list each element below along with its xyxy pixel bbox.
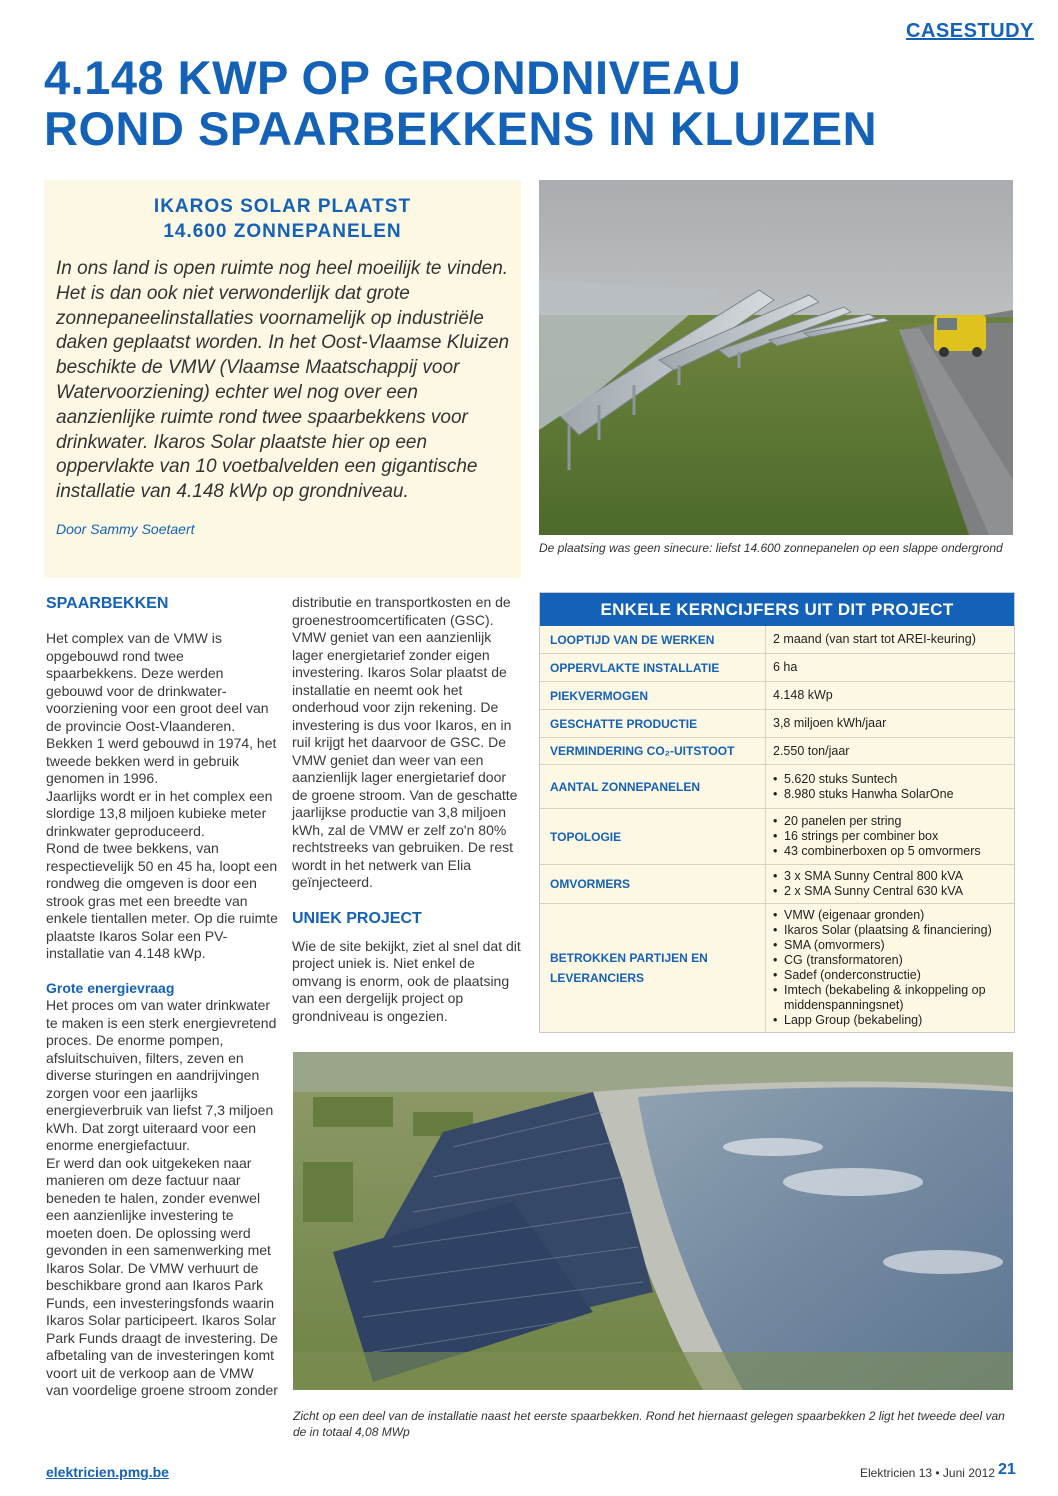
title-line-2: ROND SPAARBEKKENS IN KLUIZEN bbox=[44, 102, 878, 155]
key-figure-row bbox=[540, 737, 1014, 764]
solar-rows-illustration bbox=[539, 180, 1013, 535]
article-column-1 bbox=[46, 594, 278, 1400]
aerial-installation-photo bbox=[293, 1052, 1013, 1390]
key-figure-value bbox=[766, 809, 1014, 864]
paragraph: distributie en transportkosten en de groenestroomcertificaten (GSC). VMW geniet van een aanzienlijk lager energietarief zonder eigen investering. Ikaros Solar plaatst de installatie en neemt ook het onderhoud voor zijn rekening. De investering is dus voor Ikaros, en in ruil krijgt het daarvoor de GSC. De VMW geniet dan weer van een aanzienlijk lager energietarief door de groene stroom. Van de geschatte jaarlijkse productie van 3,8 miljoen kWh, zal de VMW er zelf zo'n 80% rechtstreeks van gebruiken. De rest wordt in het netwerk van Elia geïnjecteerd. bbox=[292, 594, 518, 890]
paragraph: Wie de site bekijkt, ziet al snel dat dit project uniek is. Niet enkel de omvang is enorm, ook de plaatsing van een dergelijk project op grondniveau is ongezien. bbox=[292, 937, 521, 1024]
key-figure-item: • 3 x SMA Sunny Central 800 kVA bbox=[773, 869, 963, 884]
key-figure-label: GESCHATTE PRODUCTIE bbox=[540, 710, 766, 737]
key-figure-row bbox=[540, 709, 1014, 737]
solar-rows-photo bbox=[539, 180, 1013, 535]
key-figure-value: 3,8 miljoen kWh/jaar bbox=[773, 716, 887, 730]
photo-caption: De plaatsing was geen sinecure: liefst 14.600 zonnepanelen op een slappe ondergrond bbox=[539, 541, 1003, 555]
key-figure-item: • 2 x SMA Sunny Central 630 kVA bbox=[773, 884, 963, 899]
key-figure-value bbox=[766, 865, 1014, 903]
key-figure-item: • 5.620 stuks Suntech bbox=[773, 772, 954, 787]
key-figure-value: 2.550 ton/jaar bbox=[773, 743, 850, 758]
key-figure-value: 6 ha bbox=[773, 660, 798, 674]
aerial-installation-illustration bbox=[293, 1052, 1013, 1390]
key-figure-label: VERMINDERING CO₂-UITSTOOT bbox=[540, 738, 766, 764]
key-figure-row bbox=[540, 864, 1014, 903]
key-figure-item: • VMW (eigenaar gronden) bbox=[773, 908, 1007, 923]
key-figure-item: • SMA (omvormers) bbox=[773, 938, 1007, 953]
subheading-grote-energievraag: Grote energievraag bbox=[46, 979, 175, 996]
key-figure-label: OPPERVLAKTE INSTALLATIE bbox=[540, 654, 766, 681]
paragraph: Het proces om van water drinkwater te maken is een sterk energievretend proces. De enorme pompen, afsluitschuiven, filters, zeven en diverse sturingen en aandrijvingen zorgen voor een jaarlijks energieverbruik van liefst 7,3 miljoen kWh. Dat zorgt uiteraard voor een enorme energiefactuur. bbox=[46, 997, 277, 1153]
key-figure-label: PIEKVERMOGEN bbox=[540, 682, 766, 709]
key-figure-item: • Ikaros Solar (plaatsing & financiering) bbox=[773, 923, 1007, 938]
key-figure-item: • 20 panelen per string bbox=[773, 814, 981, 829]
key-figure-label: BETROKKEN PARTIJEN EN LEVERANCIERS bbox=[540, 904, 766, 1032]
key-figure-label: OMVORMERS bbox=[540, 865, 766, 903]
key-figure-row bbox=[540, 764, 1014, 808]
paragraph: Er werd dan ook uitgekeken naar manieren om deze factuur naar beneden te halen, zonder evenwel een aanzienlijke investering te moeten doen. De oplossing werd gevonden in een samenwerking met Ikaros Solar. De VMW verhuurt de beschikbare grond aan Ikaros Park Funds, een investeringsfonds waarin Ikaros Solar participeert. Ikaros Solar Park Funds draagt de investering. De afbetaling van de investeringen komt voort uit de verkoop aan de VMW van voordelige groene stroom zonder bbox=[46, 1154, 278, 1398]
intro-heading-line-1: IKAROS SOLAR PLAATST bbox=[153, 196, 412, 217]
photo-caption: Zicht op een deel van de installatie naast het eerste spaarbekken. Rond het hiernaast gelegen spaarbekken 2 ligt het tweede deel van de in totaal 4,08 MWp bbox=[293, 1409, 1005, 1439]
key-figure-row bbox=[540, 808, 1014, 864]
key-figures-table bbox=[539, 592, 1015, 1033]
key-figures-title: ENKELE KERNCIJFERS UIT DIT PROJECT bbox=[540, 593, 1014, 626]
key-figure-value: 2 maand (van start tot AREI-keuring) bbox=[773, 632, 976, 646]
title-line-1: 4.148 KWP OP GRONDNIVEAU bbox=[44, 51, 742, 104]
key-figure-label: AANTAL ZONNEPANELEN bbox=[540, 765, 766, 808]
paragraph: Jaarlijks wordt er in het complex een slordige 13,8 miljoen kubieke meter drinkwater geproduceerd. bbox=[46, 787, 273, 839]
intro-box bbox=[44, 180, 521, 578]
website-link[interactable]: elektricien.pmg.be bbox=[46, 1464, 169, 1480]
key-figure-item: • 8.980 stuks Hanwha SolarOne bbox=[773, 787, 954, 802]
article-column-2 bbox=[292, 594, 522, 1025]
key-figure-row bbox=[540, 626, 1014, 653]
paragraph: Rond de twee bekkens, van respectievelijk 50 en 45 ha, loopt een rondweg die omgeven is door een strook gras met een breedte van enkele tientallen meter. Op die ruimte plaatste Ikaros Solar een PV-installatie van 4.148 kWp. bbox=[46, 840, 278, 961]
key-figure-item: • Lapp Group (bekabeling) bbox=[773, 1013, 1007, 1028]
section-tag: CASESTUDY bbox=[906, 20, 1034, 42]
key-figure-row bbox=[540, 681, 1014, 709]
key-figure-label: TOPOLOGIE bbox=[540, 809, 766, 864]
issue-info: Elektricien 13 • Juni 2012 bbox=[860, 1466, 995, 1480]
page-number: 21 bbox=[998, 1461, 1016, 1478]
section-heading-uniek-project: UNIEK PROJECT bbox=[292, 909, 422, 927]
key-figure-item: • 43 combinerboxen op 5 omvormers bbox=[773, 844, 981, 859]
key-figure-value bbox=[766, 904, 1014, 1032]
key-figure-row bbox=[540, 903, 1014, 1032]
key-figure-item: • CG (transformatoren) bbox=[773, 953, 1007, 968]
key-figure-row bbox=[540, 653, 1014, 681]
intro-text: In ons land is open ruimte nog heel moeilijk te vinden. Het is dan ook niet verwonderlijk dat grote zonnepaneelinstallaties voornamelijk op industriële daken geplaatst worden. In het Oost-Vlaamse Kluizen beschikte de VMW (Vlaamse Maatschappij voor Watervoorziening) echter wel nog over een aanzienlijke ruimte rond twee spaarbekkens voor drinkwater. Ikaros Solar plaatste hier op een oppervlakte van 10 voetbalvelden een gigantische installatie van 4.148 kWp op grondniveau. bbox=[56, 258, 510, 503]
key-figure-value: 4.148 kWp bbox=[773, 688, 833, 702]
intro-heading bbox=[44, 194, 521, 244]
key-figure-item: • 16 strings per combiner box bbox=[773, 829, 981, 844]
key-figure-item: • Sadef (onderconstructie) bbox=[773, 968, 1007, 983]
key-figures-rows bbox=[540, 626, 1014, 1032]
page-title bbox=[44, 52, 1004, 154]
key-figure-label: LOOPTIJD VAN DE WERKEN bbox=[540, 626, 766, 653]
intro-heading-line-2: 14.600 ZONNEPANELEN bbox=[163, 221, 402, 242]
paragraph: Het complex van de VMW is opgebouwd rond twee spaarbekkens. Deze werden gebouwd voor de drinkwater-voorziening voor een groot deel van de provincie Oost-Vlaanderen. Bekken 1 werd gebouwd in 1974, het tweede bekken werd in gebruik genomen in 1996. bbox=[46, 630, 277, 786]
key-figure-item: • Imtech (bekabeling & inkoppeling op middenspanningsnet) bbox=[773, 983, 1007, 1013]
author-byline: Door Sammy Soetaert bbox=[56, 521, 195, 537]
key-figure-value bbox=[766, 765, 1014, 808]
section-heading-spaarbekken: SPAARBEKKEN bbox=[46, 595, 169, 612]
